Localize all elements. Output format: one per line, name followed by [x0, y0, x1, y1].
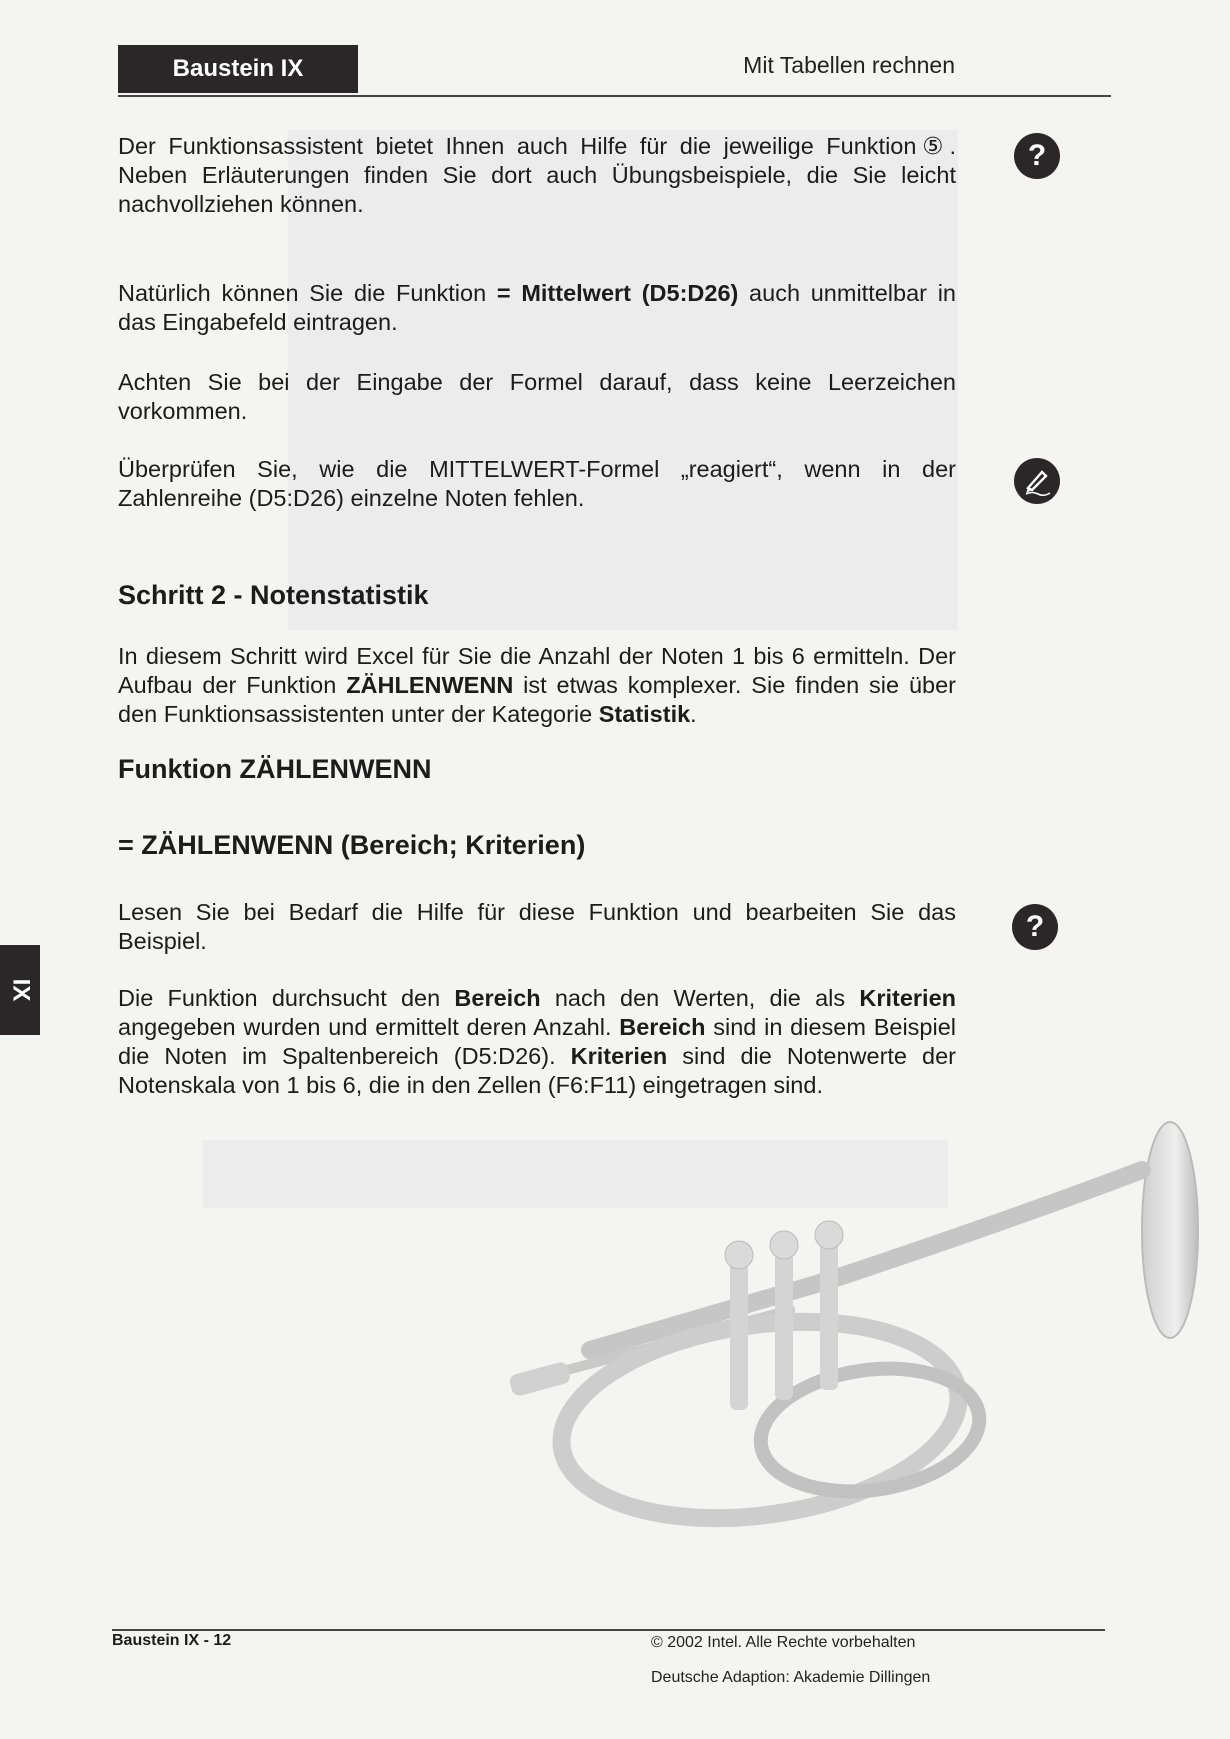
header-divider [118, 95, 1111, 97]
paragraph-function-description: Die Funktion durchsucht den Bereich nach den Werten, die als Kriterien angegeben wurden und ermittelt deren Anzahl. Bereich sind in diesem Beispiel die Noten im Spaltenbereich (D5:D26). Kriterien sind die Notenwerte der Notenskala von 1 bis 6, die in den Zellen (F6:F11) eingetragen sind. [118, 985, 956, 1098]
footer-page-number: Baustein IX - 12 [112, 1632, 232, 1649]
paragraph-no-spaces: Achten Sie bei der Eingabe der Formel darauf, dass keine Leerzeichen vorkommen. [118, 369, 956, 424]
section-heading-step2: Schritt 2 - Notenstatistik [118, 580, 429, 610]
page-title: Mit Tabellen rechnen [743, 52, 955, 78]
pencil-icon [1014, 458, 1060, 504]
paragraph-read-help: Lesen Sie bei Bedarf die Hilfe für diese Funktion und bearbeiten Sie das Beispiel. [118, 899, 956, 954]
help-icon: ? [1012, 904, 1058, 950]
pencil-glyph [1022, 466, 1052, 496]
chapter-side-tab-label: IX [7, 978, 34, 1002]
chapter-side-tab [0, 945, 40, 1035]
module-badge: Baustein IX [118, 45, 358, 93]
paragraph-step2-intro: In diesem Schritt wird Excel für Sie die Anzahl der Noten 1 bis 6 ermitteln. Der Aufbau der Funktion ZÄHLENWENN ist etwas komplexer. Sie finden sie über den Funktionsassistenten unter der Kategorie Statistik. [118, 643, 956, 727]
heading-function-zaehlenwenn: Funktion ZÄHLENWENN [118, 754, 432, 784]
trumpet-illustration [470, 1110, 1210, 1580]
paragraph-check-formula: Überprüfen Sie, wie die MITTELWERT-Formel „reagiert“, wenn in der Zahlenreihe (D5:D26) einzelne Noten fehlen. [118, 456, 956, 511]
paragraph-function-assistant: Der Funktionsassistent bietet Ihnen auch Hilfe für die jeweilige Funktion⑤. Neben Erläuterungen finden Sie dort auch Übungsbeispiele, die Sie leicht nachvollziehen können. [118, 133, 956, 217]
footer-copyright: © 2002 Intel. Alle Rechte vorbehalten [651, 1634, 916, 1651]
help-icon: ? [1014, 133, 1060, 179]
paragraph-direct-entry: Natürlich können Sie die Funktion = Mittelwert (D5:D26) auch unmittelbar in das Eingabefeld eintragen. [118, 280, 956, 335]
footer-adaption: Deutsche Adaption: Akademie Dillingen [651, 1669, 931, 1686]
footer-divider [112, 1629, 1105, 1631]
heading-formula-syntax: = ZÄHLENWENN (Bereich; Kriterien) [118, 830, 586, 860]
